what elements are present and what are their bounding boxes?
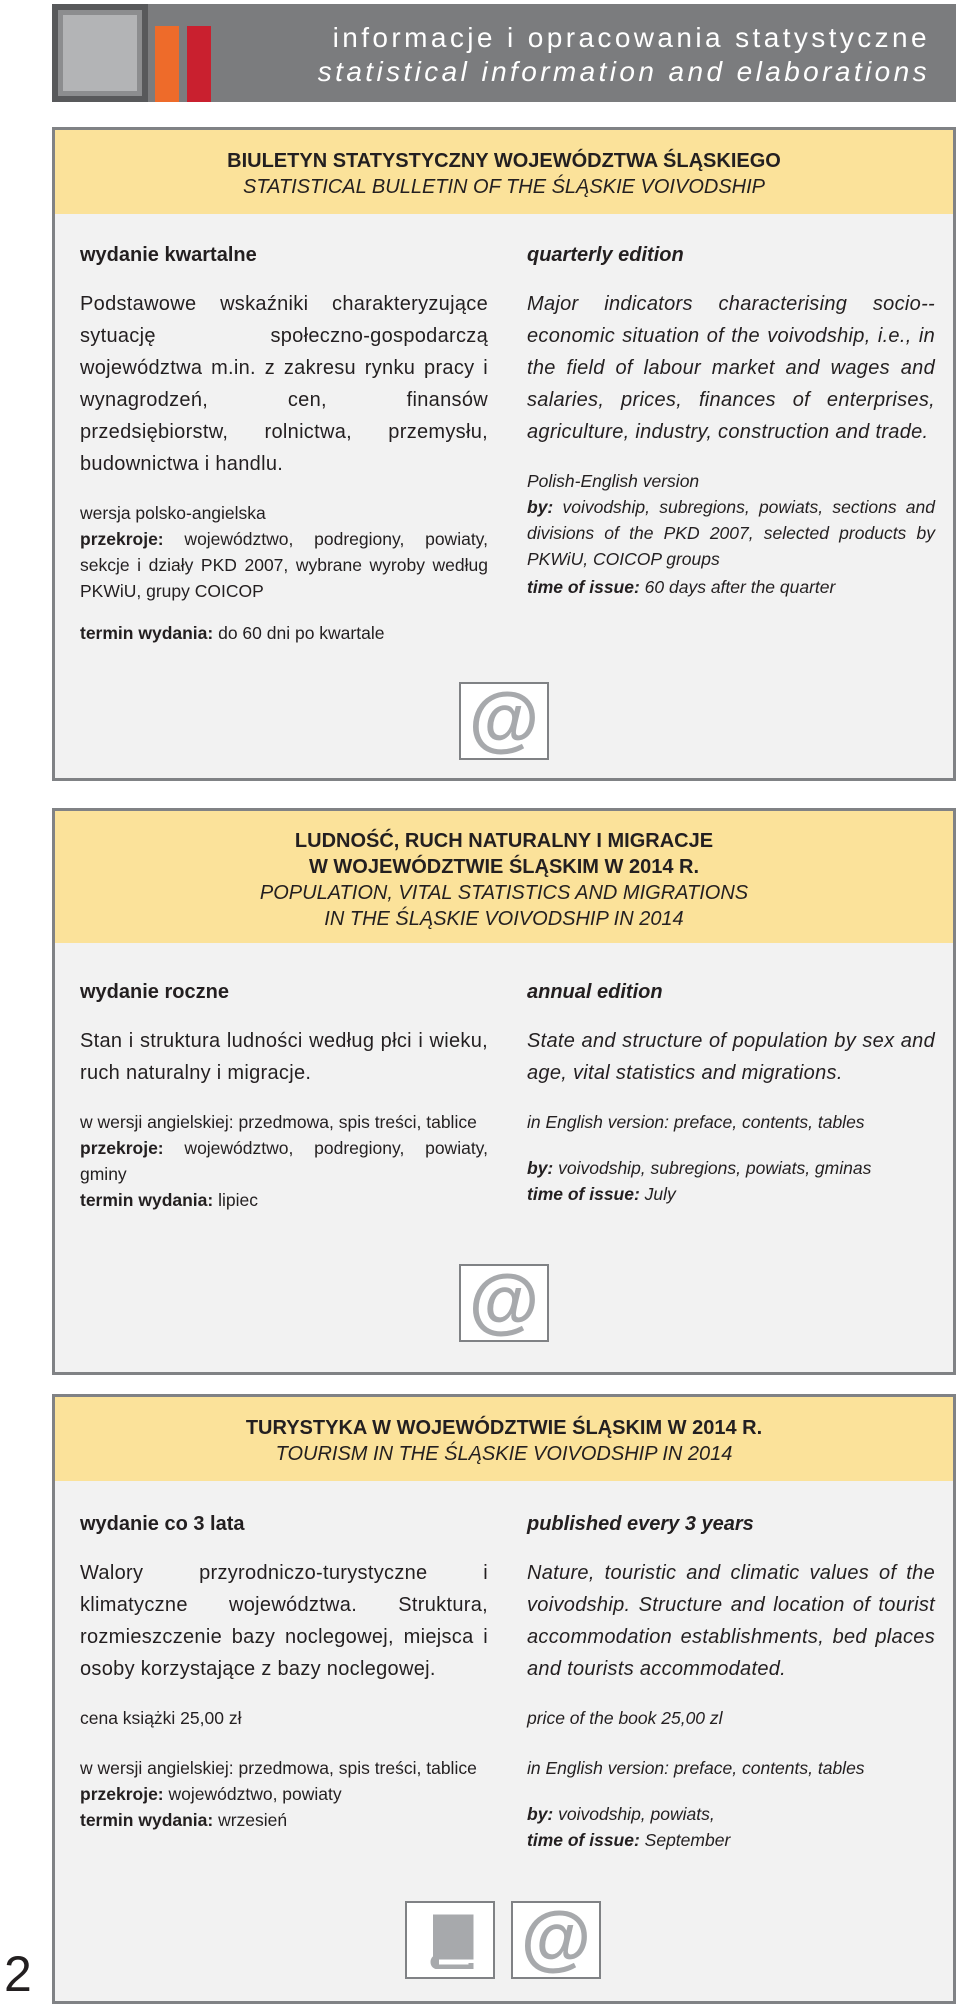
issue-time-en: time of issue: July xyxy=(527,1184,676,1204)
card-title-band xyxy=(55,811,953,943)
edition-label-en: annual edition xyxy=(527,981,663,1003)
issue-time: termin wydania: do 60 dni po kwartale xyxy=(80,623,385,643)
issue-time-en: time of issue: September xyxy=(527,1830,731,1850)
price-en: price of the book 25,00 zl xyxy=(527,1708,723,1728)
description-en: Major indicators characterising socio--economic situation of the voivodship, i.e., in the field of labour market and wages and salaries, prices, finances of enterprises, agriculture, industry, construction and trade. xyxy=(527,293,935,443)
version-note: w wersji angielskiej: przedmowa, spis treści, tablice xyxy=(80,1758,477,1778)
version-note: wersja polsko-angielska xyxy=(80,503,266,523)
edition-label: wydanie kwartalne xyxy=(80,244,257,266)
header-square-icon xyxy=(52,4,148,102)
card-title-en: STATISTICAL BULLETIN OF THE ŚLĄSKIE VOIVODSHIP xyxy=(243,176,765,198)
right-column xyxy=(527,979,935,1207)
online-at-icon[interactable]: @ xyxy=(459,682,549,760)
publication-card-bulletin xyxy=(52,127,956,781)
online-at-icon[interactable]: @ xyxy=(459,1264,549,1342)
right-column xyxy=(527,242,935,600)
card-title-band xyxy=(55,130,953,214)
card-title-pl: TURYSTYKA W WOJEWÓDZTWIE ŚLĄSKIM W 2014 R. xyxy=(245,1417,763,1439)
card-title-pl-1: LUDNOŚĆ, RUCH NATURALNY I MIGRACJE xyxy=(294,830,714,852)
breakdown-text: przekroje: województwo, podregiony, powiaty, sekcje i działy PKD 2007, wybrane wyroby według PKWiU, grupy COICOP xyxy=(80,529,488,601)
description: Stan i struktura ludności według płci i wieku, ruch naturalny i migracje. xyxy=(80,1030,488,1084)
left-column xyxy=(80,979,488,1213)
header-orange-stripe xyxy=(155,26,179,102)
edition-label-en: quarterly edition xyxy=(527,244,684,266)
header-title-pl: informacje i opracowania statystyczne xyxy=(332,22,930,53)
edition-label: wydanie roczne xyxy=(80,981,229,1003)
card-title-en-2: IN THE ŚLĄSKIE VOIVODSHIP IN 2014 xyxy=(324,908,684,930)
card-title-pl: BIULETYN STATYSTYCZNY WOJEWÓDZTWA ŚLĄSKIEGO xyxy=(227,150,781,172)
book-icon[interactable] xyxy=(405,1901,495,1979)
issue-time-en: time of issue: 60 days after the quarter xyxy=(527,577,836,597)
issue-time: termin wydania: wrzesień xyxy=(80,1810,288,1830)
card-title-en: TOURISM IN THE ŚLĄSKIE VOIVODSHIP IN 2014 xyxy=(275,1443,733,1465)
publication-card-population xyxy=(52,808,956,1375)
header-title-en: statistical information and elaborations xyxy=(317,56,930,87)
breakdown-text: przekroje: województwo, podregiony, powiaty, gminy xyxy=(80,1138,488,1184)
version-note-en: in English version: preface, contents, tables xyxy=(527,1758,865,1778)
publication-card-tourism xyxy=(52,1394,956,2004)
edition-label: wydanie co 3 lata xyxy=(80,1513,245,1535)
version-note: w wersji angielskiej: przedmowa, spis treści, tablice xyxy=(80,1112,477,1132)
issue-time: termin wydania: lipiec xyxy=(80,1190,258,1210)
left-column xyxy=(80,242,488,646)
description: Podstawowe wskaźniki charakteryzujące sytuację społeczno-gospodarczą województwa m.in. z zakresu rynku pracy i wynagrodzeń, cen, finansów przedsiębiorstw, rolnictwa, przemysłu, budownictwa i handlu. xyxy=(80,293,488,475)
edition-label-en: published every 3 years xyxy=(527,1513,754,1535)
price: cena książki 25,00 zł xyxy=(80,1708,242,1728)
description-en: Nature, touristic and climatic values of the voivodship. Structure and location of tourist accommodation establishments, bed places and tourists accommodated. xyxy=(527,1562,935,1680)
left-column xyxy=(80,1511,488,1833)
breakdown-text-en: by: voivodship, subregions, powiats, gminas xyxy=(527,1158,872,1178)
card-title-pl-2: W WOJEWÓDZTWIE ŚLĄSKIM W 2014 R. xyxy=(308,856,699,878)
online-at-icon[interactable]: @ xyxy=(511,1901,601,1979)
breakdown-text-en: by: voivodship, subregions, powiats, sections and divisions of the PKD 2007, selected products by PKWiU, COICOP groups xyxy=(527,497,935,569)
breakdown-text-en: by: voivodship, powiats, xyxy=(527,1804,715,1824)
card-title-band xyxy=(55,1397,953,1481)
version-note-en: Polish-English version xyxy=(527,471,700,491)
right-column xyxy=(527,1511,935,1853)
description: Walory przyrodniczo-turystyczne i klimatyczne województwa. Struktura, rozmieszczenie bazy noclegowej, miejsca i osoby korzystające z bazy noclegowej. xyxy=(80,1562,488,1680)
page-number: 2 xyxy=(4,1946,32,2002)
version-note-en: in English version: preface, contents, tables xyxy=(527,1112,865,1132)
header-red-stripe xyxy=(187,26,211,102)
description-en: State and structure of population by sex and age, vital statistics and migrations. xyxy=(527,1030,935,1084)
breakdown-text: przekroje: województwo, powiaty xyxy=(80,1784,342,1804)
card-title-en-1: POPULATION, VITAL STATISTICS AND MIGRATIONS xyxy=(259,882,749,904)
